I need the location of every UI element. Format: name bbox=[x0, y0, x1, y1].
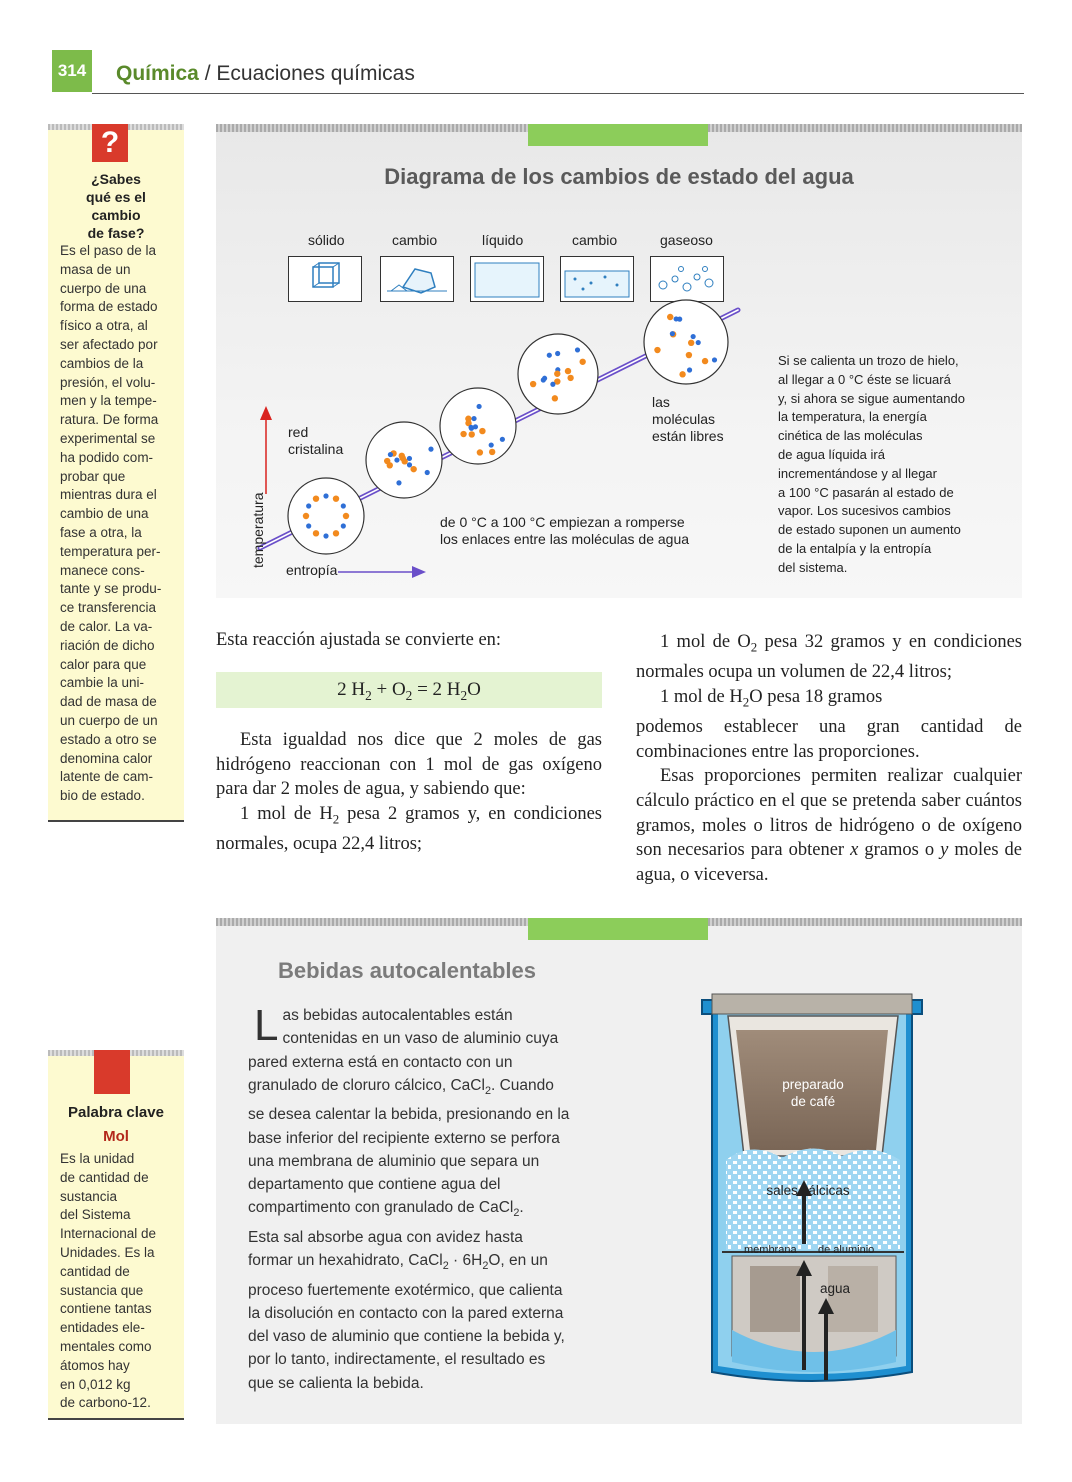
paragraph bbox=[216, 802, 602, 857]
text-line: incrementándose y al llegar bbox=[778, 465, 937, 481]
phase-change-diagram bbox=[216, 124, 1022, 598]
eq-part: O bbox=[467, 679, 481, 700]
diagram-note bbox=[778, 352, 1010, 578]
text: Esta sal absorbe agua con avidez hasta formar un hexahidrato, CaCl bbox=[248, 1228, 523, 1270]
oxygen-atom bbox=[410, 466, 416, 472]
hydrogen-atom bbox=[341, 503, 346, 508]
hydrogen-atom bbox=[407, 462, 412, 467]
red-square-icon bbox=[94, 1050, 130, 1094]
title-line: ¿Sabes bbox=[91, 171, 141, 187]
hydrogen-atom bbox=[500, 437, 505, 442]
text: . bbox=[519, 1199, 524, 1217]
text-line: cambios de la bbox=[60, 355, 144, 371]
label-line: preparado bbox=[782, 1077, 844, 1092]
label-line: las bbox=[652, 394, 670, 410]
label-membrane-a: membrana bbox=[744, 1244, 797, 1256]
sub: 2 bbox=[482, 1260, 489, 1273]
phase-label-gas: gaseoso bbox=[660, 232, 713, 248]
running-header bbox=[116, 62, 415, 86]
oxygen-atom bbox=[465, 416, 471, 422]
oxygen-atom bbox=[333, 530, 339, 536]
diagram-title: Diagrama de los cambios de estado del agua bbox=[384, 164, 854, 189]
hydrogen-atom bbox=[542, 376, 547, 381]
text-line: tante y se produ- bbox=[60, 581, 162, 597]
text: as bebidas autocalentables están contenidas en un vaso de aluminio cuya pared externa está en contacto con un granulado de cloruro cálcico, CaCl bbox=[248, 1007, 559, 1094]
text-line: riación de dicho bbox=[60, 637, 155, 653]
oxygen-atom bbox=[679, 371, 685, 377]
phase-label-solid: sólido bbox=[308, 232, 345, 248]
text-line: estado a otro se bbox=[60, 731, 157, 747]
oxygen-atom bbox=[479, 428, 485, 434]
molecule-circle bbox=[288, 478, 364, 554]
phase-label-change: cambio bbox=[392, 232, 438, 248]
text-line: entidades ele- bbox=[60, 1320, 145, 1336]
header-chapter: Ecuaciones químicas bbox=[216, 62, 415, 85]
hydrogen-atom bbox=[555, 351, 560, 356]
text-line: átomos hay bbox=[60, 1357, 130, 1373]
bebidas-title: Bebidas autocalentables bbox=[278, 958, 536, 983]
sub: 2 bbox=[332, 811, 340, 827]
label-coffee bbox=[768, 1076, 858, 1110]
oxygen-atom bbox=[313, 530, 319, 536]
green-tab bbox=[528, 918, 708, 940]
text-line: denomina calor bbox=[60, 750, 153, 766]
hydrogen-atom bbox=[306, 523, 311, 528]
oxygen-atom bbox=[399, 453, 405, 459]
sub: 2 bbox=[742, 694, 750, 710]
text-line: un cuerpo de un bbox=[60, 712, 158, 728]
text-line: Es el paso de la bbox=[60, 243, 157, 258]
eq-part: + O bbox=[371, 679, 406, 700]
label-line: los enlaces entre las moléculas de agua bbox=[440, 531, 690, 547]
text-line: al llegar a 0 °C éste se licuará bbox=[778, 371, 951, 387]
body-column-right bbox=[636, 630, 1022, 887]
oxygen-atom bbox=[530, 381, 536, 387]
label-enlaces bbox=[440, 514, 689, 548]
oxygen-atom bbox=[477, 449, 483, 455]
text-line: masa de un bbox=[60, 261, 131, 277]
hydrogen-atom bbox=[473, 424, 478, 429]
text: O pesa 18 gramos bbox=[749, 686, 883, 707]
title-line: cambio bbox=[91, 207, 141, 223]
phase-label-change: cambio bbox=[572, 232, 618, 248]
text: · 6H bbox=[448, 1252, 483, 1270]
text-line: cuerpo de una bbox=[60, 280, 147, 296]
text-line: probar que bbox=[60, 468, 126, 484]
oxygen-atom bbox=[387, 462, 393, 468]
oxygen-atom bbox=[702, 358, 708, 364]
intro-paragraph: Esta reacción ajustada se convierte en: bbox=[216, 630, 502, 650]
y-axis-label: temperatura bbox=[250, 492, 266, 568]
text-line: mentales como bbox=[60, 1338, 152, 1354]
oxygen-atom bbox=[667, 314, 673, 320]
text-line: dad de masa de bbox=[60, 694, 157, 710]
text-line: de carbono-12. bbox=[60, 1395, 151, 1411]
text-line: físico a otra, al bbox=[60, 318, 148, 334]
eq-part: = 2 H bbox=[412, 679, 461, 700]
text: moles de agua, o viceversa. bbox=[636, 840, 1022, 885]
bebidas-text bbox=[248, 1001, 570, 1395]
page-number: 314 bbox=[52, 50, 92, 92]
text-line: Si se calienta un trozo de hielo, bbox=[778, 353, 959, 368]
text-line: cambie la uni- bbox=[60, 675, 145, 691]
label-line: de café bbox=[790, 1094, 836, 1109]
paragraph: podemos establecer una gran cantidad de combinaciones entre las proporciones. bbox=[636, 717, 1022, 762]
text-line: contiene tantas bbox=[60, 1301, 152, 1317]
sub: 2 bbox=[442, 1260, 449, 1273]
paragraph: Esta igualdad nos dice que 2 moles de gas hidrógeno reaccionan con 1 mol de gas oxígeno para dar 2 moles de agua, y sabiendo que: bbox=[216, 730, 602, 800]
hydrogen-atom bbox=[696, 340, 701, 345]
text: O, en un proceso fuertemente exotérmico, que calienta la disolución en contacto con la pared externa del vaso de aluminio que contiene la bebida y, por lo tanto, indirectamente, el resultado es que se calienta la bebida. bbox=[248, 1252, 565, 1392]
text-line: de la entalpía y la entropía bbox=[778, 540, 932, 556]
text-line: de estado suponen un aumento bbox=[778, 522, 961, 538]
eq-sub: 2 bbox=[405, 687, 413, 703]
text-line: a 100 °C pasarán al estado de bbox=[778, 484, 954, 500]
label-water: agua bbox=[820, 1281, 851, 1296]
text-line: de calor. La va- bbox=[60, 618, 153, 634]
title-line: de fase? bbox=[87, 225, 145, 241]
paragraph bbox=[636, 685, 1022, 715]
var: y bbox=[940, 840, 949, 861]
hydrogen-atom bbox=[341, 523, 346, 528]
text: 1 mol de H bbox=[660, 686, 743, 707]
text-line: en 0,012 kg bbox=[60, 1376, 131, 1392]
hydrogen-atom bbox=[575, 347, 580, 352]
oxygen-atom bbox=[460, 431, 466, 437]
oxygen-atom bbox=[469, 431, 475, 437]
paragraph bbox=[636, 630, 1022, 685]
keyword-title: Palabra clave bbox=[68, 1104, 164, 1121]
hydrogen-atom bbox=[489, 442, 494, 447]
oxygen-atom bbox=[343, 513, 349, 519]
hydrogen-atom bbox=[476, 404, 481, 409]
text-line: y, si ahora se sigue aumentando bbox=[778, 390, 965, 406]
header-subject: Química bbox=[116, 62, 199, 85]
text-line: del sistema. bbox=[778, 559, 848, 575]
sidebar-question-text bbox=[48, 242, 184, 806]
text-line: ser afectado por bbox=[60, 336, 158, 352]
oxygen-atom bbox=[686, 352, 692, 358]
hydrogen-atom bbox=[306, 503, 311, 508]
hydrogen-atom bbox=[396, 480, 401, 485]
label-membrane-b: de aluminio bbox=[818, 1244, 875, 1256]
text-line: ha podido com- bbox=[60, 449, 154, 465]
sub: 2 bbox=[750, 639, 758, 655]
var: x bbox=[850, 840, 859, 861]
sub: 2 bbox=[513, 1207, 520, 1220]
hydrogen-atom bbox=[471, 416, 476, 421]
text-line: experimental se bbox=[60, 430, 156, 446]
hydrogen-atom bbox=[691, 334, 696, 339]
oxygen-atom bbox=[565, 368, 571, 374]
oxygen-atom bbox=[313, 495, 319, 501]
text: Esas proporciones permiten realizar cualquier cálculo práctico en el que se pretenda saber cuántos gramos, moles o litros de hidrógeno o de oxígeno son necesarios para obtener bbox=[636, 766, 1022, 861]
text-line: sustancia bbox=[60, 1188, 118, 1204]
label-line: están libres bbox=[652, 428, 724, 444]
text-line: fase a otra, la bbox=[60, 524, 142, 540]
header-rule bbox=[92, 93, 1024, 94]
label-line: red bbox=[288, 424, 309, 440]
text-line: cinética de las moléculas bbox=[778, 428, 923, 444]
hydrogen-atom bbox=[323, 493, 328, 498]
sidebar-question-title bbox=[48, 170, 184, 242]
hydrogen-atom bbox=[547, 353, 552, 358]
text-line: calor para que bbox=[60, 656, 147, 672]
hydrogen-atom bbox=[323, 533, 328, 538]
label-line: cristalina bbox=[288, 441, 344, 457]
oxygen-atom bbox=[552, 395, 558, 401]
hydrogen-atom bbox=[687, 367, 692, 372]
oxygen-atom bbox=[567, 375, 573, 381]
text-line: sustancia que bbox=[60, 1282, 144, 1298]
sidebar-question-box bbox=[48, 124, 184, 822]
sub: 2 bbox=[484, 1084, 491, 1097]
label-line: moléculas bbox=[652, 411, 716, 427]
oxygen-atom bbox=[688, 340, 694, 346]
text: pesa 2 gramos y, en condiciones normales, ocupa 22,4 litros; bbox=[216, 803, 602, 855]
question-icon: ? bbox=[92, 124, 128, 162]
hydrogen-atom bbox=[394, 457, 399, 462]
text-line: presión, el volu- bbox=[60, 374, 156, 390]
hydrogen-atom bbox=[407, 456, 412, 461]
text: 1 mol de O bbox=[660, 632, 751, 652]
text-line: Es la unidad bbox=[60, 1151, 135, 1166]
label-moleculas-libres bbox=[652, 394, 724, 445]
eq-sub: 2 bbox=[365, 687, 372, 703]
keyword-text bbox=[48, 1150, 184, 1413]
text-line: Internacional de bbox=[60, 1226, 157, 1242]
text-line: latente de cam- bbox=[60, 769, 154, 785]
text: 1 mol de H bbox=[240, 803, 333, 824]
title-line: qué es el bbox=[86, 189, 146, 205]
hydrogen-atom bbox=[428, 447, 433, 452]
oxygen-atom bbox=[489, 449, 495, 455]
text-line: ce transferencia bbox=[60, 600, 157, 616]
hydrogen-atom bbox=[468, 425, 473, 430]
text: pesa 32 gramos y en condiciones normales ocupa un volumen de 22,4 litros; bbox=[636, 632, 1022, 683]
sidebar-keyword-box bbox=[48, 1050, 184, 1420]
label-red-cristalina bbox=[288, 424, 343, 458]
text-line: mientras dura el bbox=[60, 487, 157, 503]
text-line: temperatura per- bbox=[60, 543, 161, 559]
oxygen-atom bbox=[401, 458, 407, 464]
label-salts: sales cálcicas bbox=[766, 1183, 850, 1198]
text-line: de agua líquida irá bbox=[778, 446, 885, 462]
hydrogen-atom bbox=[388, 452, 393, 457]
oxygen-atom bbox=[579, 359, 585, 365]
balanced-equation bbox=[216, 672, 602, 708]
hydrogen-atom bbox=[670, 331, 675, 336]
text-line: bio de estado. bbox=[60, 788, 145, 804]
text-line: la temperatura, la energía bbox=[778, 409, 927, 425]
oxygen-atom bbox=[554, 371, 560, 377]
text-line: men y la tempe- bbox=[60, 393, 157, 409]
keyword-term: Mol bbox=[103, 1128, 129, 1145]
body-column-left-2 bbox=[216, 728, 602, 857]
header-separator: / bbox=[198, 62, 217, 85]
dropcap: L bbox=[254, 1001, 279, 1050]
hydrogen-atom bbox=[677, 317, 682, 322]
hydrogen-atom bbox=[712, 357, 717, 362]
phase-label-liquid: líquido bbox=[482, 232, 524, 248]
paragraph bbox=[636, 764, 1022, 887]
eq-part: 2 H bbox=[337, 679, 366, 700]
x-axis-label: entropía bbox=[286, 562, 338, 578]
text-line: del Sistema bbox=[60, 1207, 131, 1223]
hydrogen-atom bbox=[425, 470, 430, 475]
text-line: Unidades. Es la bbox=[60, 1244, 155, 1260]
hydrogen-atom bbox=[550, 382, 555, 387]
eq-sub: 2 bbox=[460, 687, 468, 703]
text-line: cambio de una bbox=[60, 506, 149, 522]
text-line: ratura. De forma bbox=[60, 412, 159, 428]
body-column-left bbox=[216, 628, 602, 653]
text: gramos o bbox=[858, 840, 941, 861]
bebidas-panel bbox=[216, 918, 1022, 1424]
text-line: de cantidad de bbox=[60, 1169, 149, 1185]
oxygen-atom bbox=[303, 513, 309, 519]
label-line: de 0 °C a 100 °C empiezan a romperse bbox=[440, 514, 685, 530]
text-line: cantidad de bbox=[60, 1263, 130, 1279]
text: . Cuando se desea calentar la bebida, presionando en la base inferior del recipiente externo se perfora una membrana de aluminio que separa un departamento que contiene agua del compartimento con granulado de CaCl bbox=[248, 1076, 570, 1217]
oxygen-atom bbox=[654, 347, 660, 353]
text-line: manece cons- bbox=[60, 562, 145, 578]
text-line: forma de estado bbox=[60, 299, 158, 315]
oxygen-atom bbox=[333, 495, 339, 501]
text-line: vapor. Los sucesivos cambios bbox=[778, 503, 951, 519]
molecule-circle bbox=[644, 300, 728, 384]
